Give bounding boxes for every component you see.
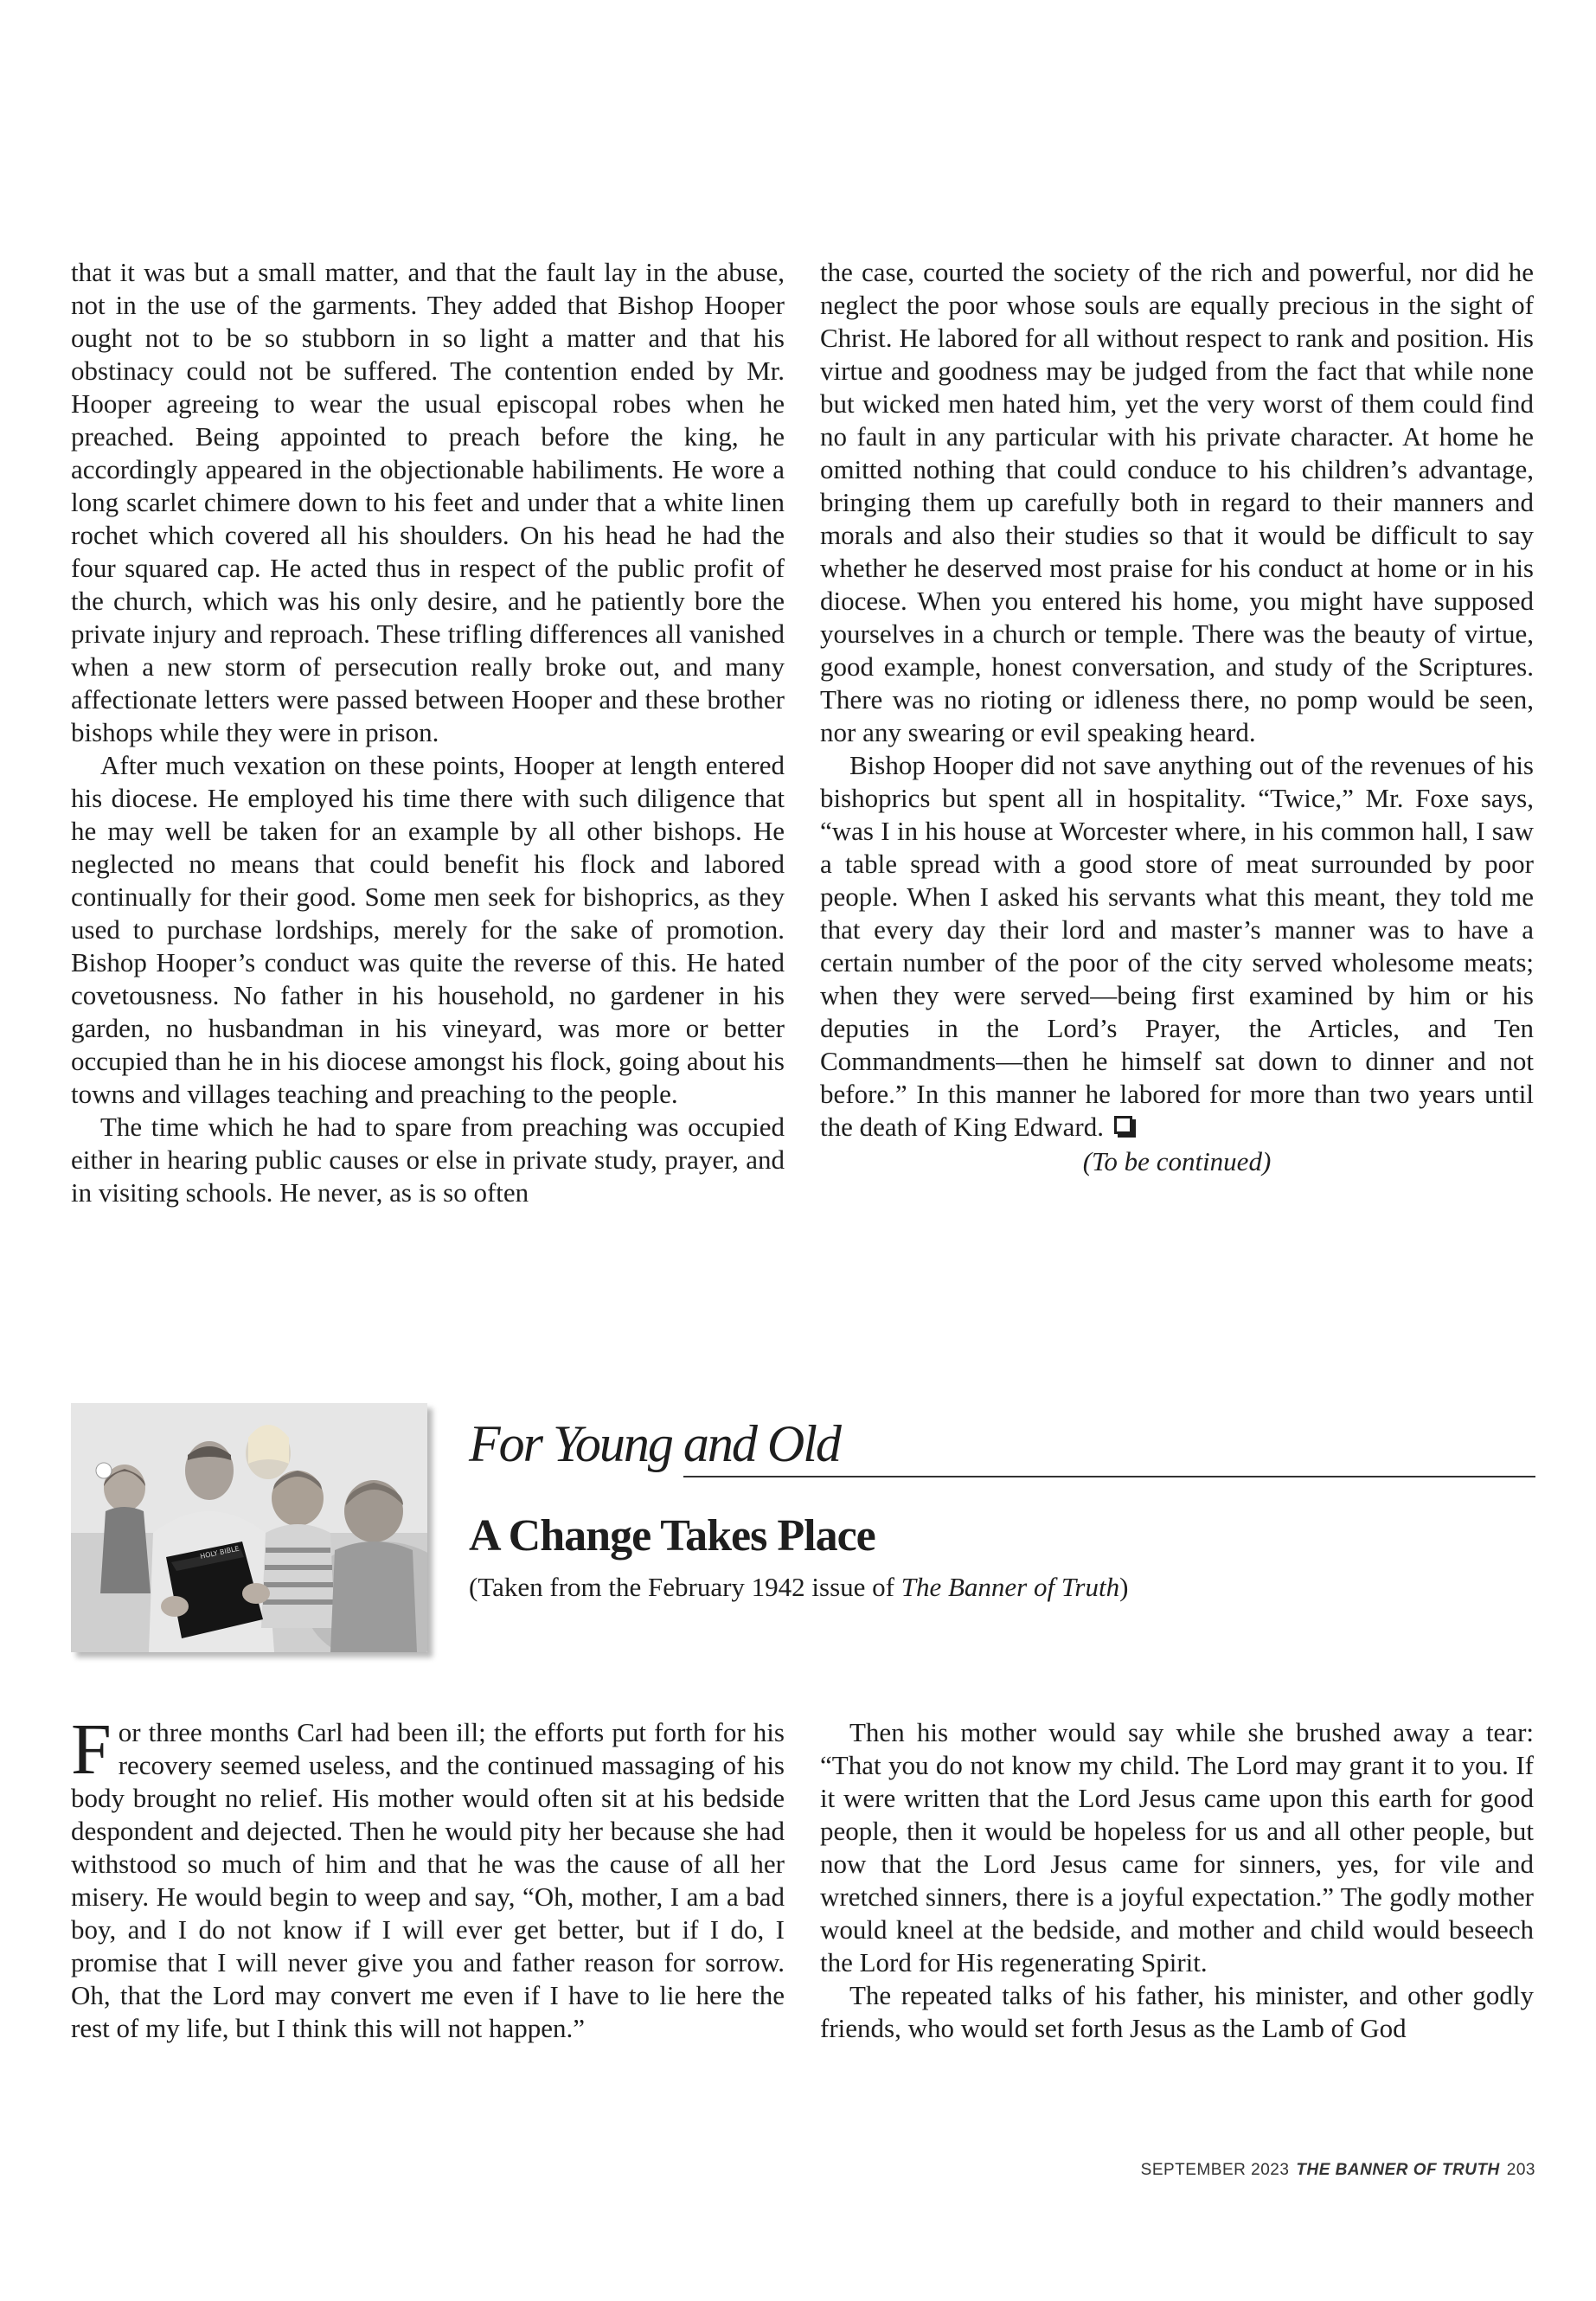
story-column-left [71, 1709, 785, 2045]
story-paragraph-text: or three months Carl had been ill; the efforts put forth for his recovery seemed useless, and the continued massaging of his body brought no relief. His mother would often sit at his bedside despondent and dejected. Then he would pity her because she had withstood so much of him and that he was the cause of all her misery. He would begin to weep and say, “Oh, mother, I am a bad boy, and I do not know if I will ever get better, but if I do, I promise that I will never give you and father reason for sorrow. Oh, that the Lord may convert me even if I have to lie here the rest of my life, but I think this will not happen.” [71, 1717, 785, 2043]
article-paragraph: The time which he had to spare from preaching was occupied either in hearing public causes or else in private study, prayer, and in visiting schools. He never, as is so often [71, 1112, 785, 1208]
footer-publication: THE BANNER OF TRUTH [1296, 2161, 1500, 2179]
section-divider [683, 1476, 1535, 1477]
article-paragraph: After much vexation on these points, Hooper at length entered his diocese. He employed his time there with such diligence that he may well be taken for an example by all other bishops. He neglected no means that could benefit his flock and labored continually for their good. Some men seek for bishoprics, as they used to purchase lordships, merely for the sake of promotion. Bishop Hooper’s conduct was quite the reverse of this. He hated covetousness. No father in his household, no gardener in his garden, no husbandman in his vineyard, was more or better occupied than he in his diocese amongst his flock, going about his towns and villages teaching and preaching to the people. [71, 750, 785, 1109]
story-paragraph: Then his mother would say while she brushed away a tear: “That you do not know my child. The Lord may grant it to you. If it were written that the Lord Jesus came upon this earth for good people, then it would be hopeless for us and all other people, but now that the Lord Jesus came for sinners, yes, for vile and wretched sinners, there is a joyful expectation.” The godly mother would kneel at the bedside, and mother and child would beseech the Lord for His regenerating Spirit. [820, 1717, 1534, 1977]
book-cover-text: HOLY BIBLE [199, 1544, 240, 1561]
footer-date: SEPTEMBER 2023 [1140, 2161, 1290, 2179]
source-prefix: (Taken from the February 1942 issue of [469, 1572, 901, 1602]
story-title: A Change Takes Place [469, 1511, 875, 1561]
end-of-article-square-icon [1114, 1116, 1132, 1134]
article-paragraph-text: Bishop Hooper did not save anything out of the revenues of his bishoprics but spent all in hospitality. “Twice,” Mr. Foxe says, “was I in his house at Worcester where, in his common hall, I saw a table spread with a good store of meat surrounded by poor people. When I asked his servants what this meant, they told me that every day their lord and master’s manner was to have a certain number of the poor of the city served wholesome meats; when they were served—being first examined by him or his deputies in the Lord’s Prayer, the Articles, and Ten Commandments—then he himself sat down to dinner and not before.” In this manner he labored for more than two years until the death of King Edward. [820, 750, 1534, 1142]
source-publication: The Banner of Truth [901, 1572, 1120, 1602]
story-paragraph [71, 1709, 785, 2045]
article-paragraph: that it was but a small matter, and that the fault lay in the abuse, not in the use of the garments. They added that Bishop Hooper ought not to be so stubborn in so light a matter and that his obstinacy could not be suffered. The contention ended by Mr. Hooper agreeing to wear the usual episcopal robes when he preached. Being appointed to preach before the king, he accordingly appeared in the objectionable habiliments. He wore a long scarlet chimere down to his feet and under that a white linen rochet which covered all his shoulders. On his head he had the four squared cap. He acted thus in respect of the public profit of the church, which was his only desire, and he patiently bore the private injury and reproach. These trifling differences all vanished when a new storm of persecution really broke out, and many affectionate letters were passed between Hooper and these brother bishops while they were in prison. [71, 257, 785, 747]
story-source [469, 1571, 1128, 1604]
article-column-right [820, 256, 1534, 1178]
story-paragraph: The repeated talks of his father, his minister, and other godly friends, who would set forth Jesus as the Lamb of God [820, 1980, 1534, 2043]
source-suffix: ) [1119, 1572, 1129, 1602]
story-column-right [820, 1716, 1534, 2045]
drop-cap: F [71, 1709, 112, 1790]
to-be-continued-note: (To be continued) [1082, 1146, 1272, 1176]
family-reading-bible-photo [71, 1403, 427, 1652]
page-footer [1141, 2161, 1535, 2180]
article-column-left [71, 256, 785, 1209]
page-number: 203 [1506, 2161, 1535, 2179]
article-paragraph: the case, courted the society of the rich and powerful, nor did he neglect the poor whose souls are equally precious in the sight of Christ. He labored for all without respect to rank and position. His virtue and goodness may be judged from the fact that while none but wicked men hated him, yet the very worst of them could find no fault in any particular with his private character. At home he omitted nothing that could conduce to his children’s advantage, bringing them up carefully both in regard to their manners and morals and also their studies so that it would be difficult to say whether he deserved most praise for his conduct at home or in his diocese. When you entered his home, you might have supposed yourselves in a church or temple. There was the beauty of virtue, good example, honest conversation, and study of the Scriptures. There was no rioting or idleness there, no pomp would be seen, nor any swearing or evil speaking heard. [820, 257, 1534, 747]
section-heading: For Young and Old [469, 1415, 840, 1472]
article-paragraph-final [820, 749, 1534, 1144]
